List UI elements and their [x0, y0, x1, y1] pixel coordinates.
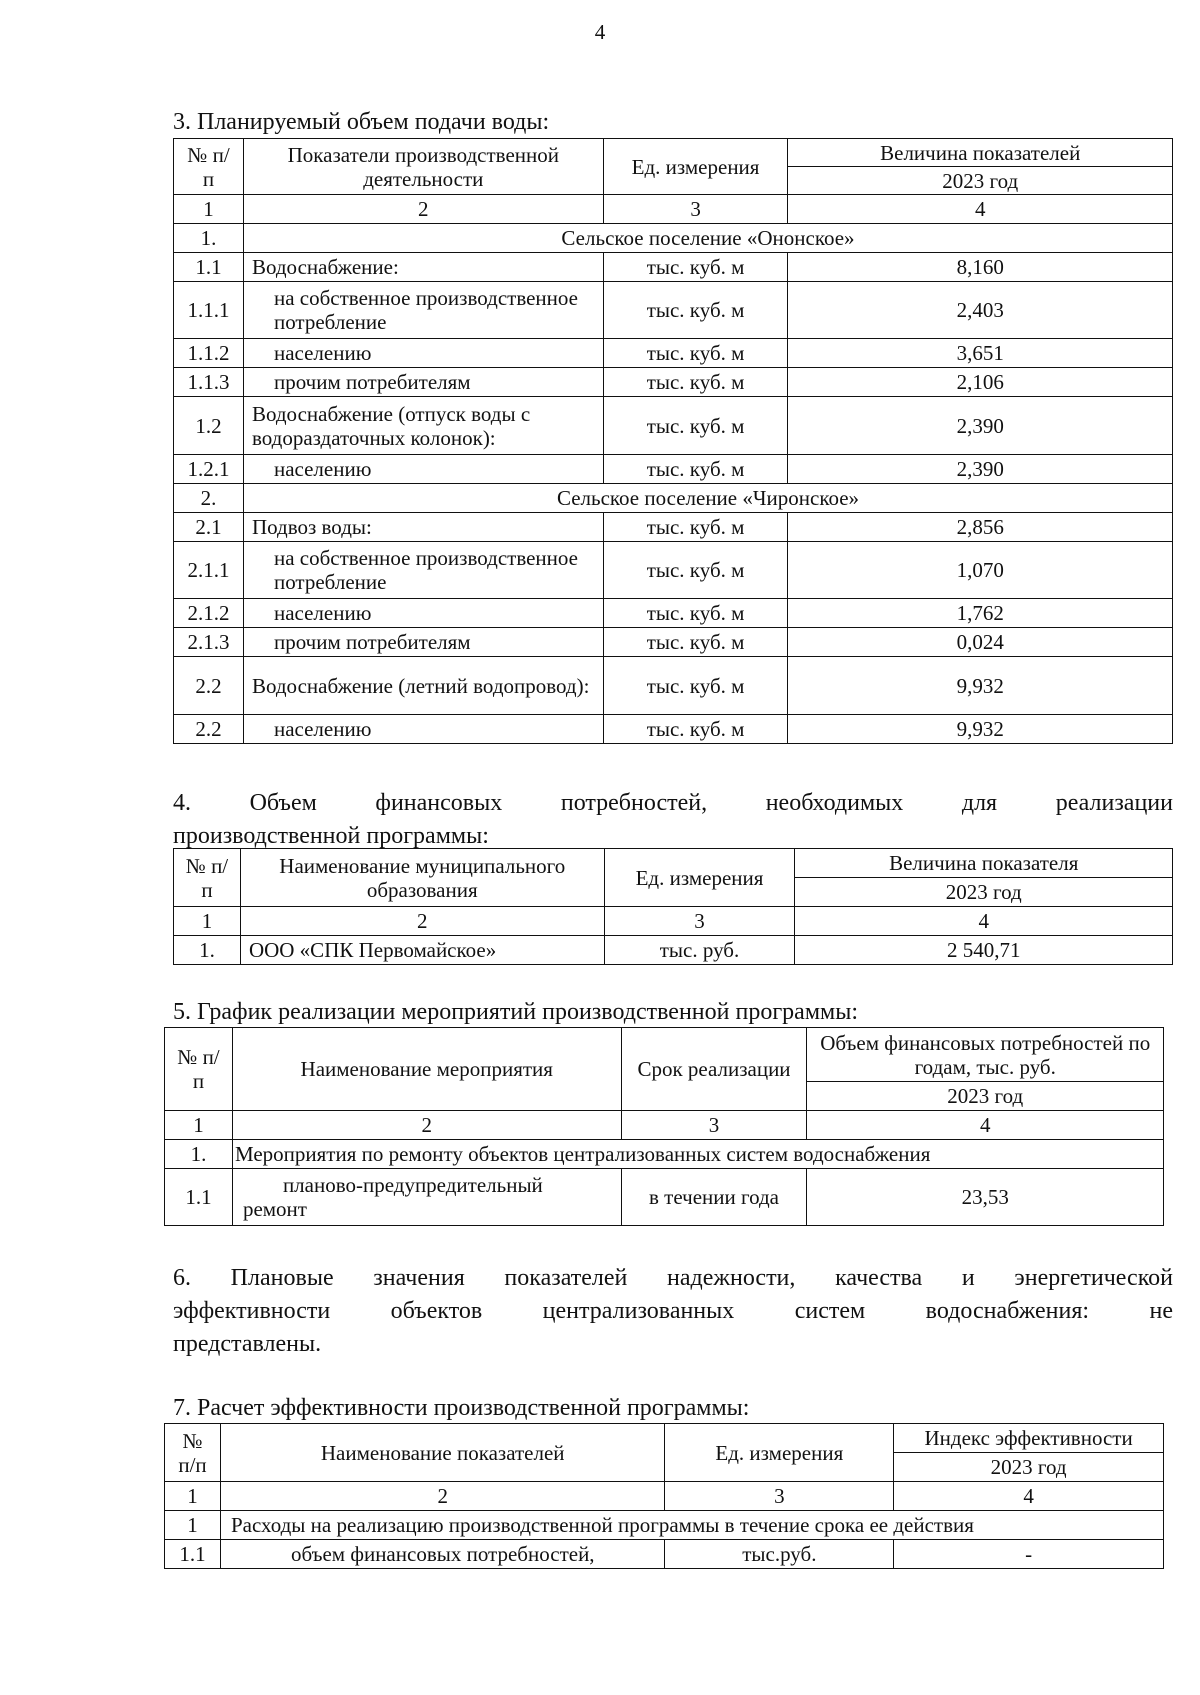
- colnum: 2: [232, 1111, 621, 1140]
- financial-needs-table: [173, 848, 1173, 965]
- row-name: прочим потребителям: [243, 368, 603, 397]
- row-value: 9,932: [788, 657, 1173, 715]
- page-number: 4: [594, 20, 606, 44]
- table-row: [174, 339, 1173, 368]
- row-name: Водоснабжение (летний водопровод):: [243, 657, 603, 715]
- row-unit: тыс. куб. м: [603, 628, 788, 657]
- column-number-row: [165, 1482, 1164, 1511]
- row-unit: тыс. куб. м: [603, 397, 788, 455]
- row-unit: тыс. куб. м: [603, 542, 788, 599]
- row-num: 2.1.2: [174, 599, 244, 628]
- header-name: Наименование мероприятия: [232, 1028, 621, 1111]
- table-row: [174, 253, 1173, 282]
- colnum: 2: [240, 907, 604, 936]
- row-unit: тыс. куб. м: [603, 657, 788, 715]
- group-row: [174, 484, 1173, 513]
- row-num: 2.1.1: [174, 542, 244, 599]
- header-num: № п/п: [165, 1028, 233, 1111]
- row-value: 8,160: [788, 253, 1173, 282]
- row-num: 1.1: [165, 1169, 233, 1226]
- row-unit: тыс. куб. м: [603, 253, 788, 282]
- group-row: [165, 1511, 1164, 1540]
- row-name: населению: [243, 599, 603, 628]
- row-name: Водоснабжение (отпуск воды с водораздаточных колонок):: [243, 397, 603, 455]
- row-term: в течении года: [621, 1169, 807, 1226]
- row-name: Подвоз воды:: [243, 513, 603, 542]
- header-name: Наименование муниципального образования: [240, 849, 604, 907]
- header-num: № п/п: [165, 1424, 221, 1482]
- row-num: 1.1.1: [174, 282, 244, 339]
- section-6-paragraph: [173, 1262, 1173, 1361]
- table-row: [174, 282, 1173, 339]
- header-name: Наименование показателей: [220, 1424, 665, 1482]
- group-num: 2.: [174, 484, 244, 513]
- table-row: [174, 715, 1173, 744]
- row-num: 1.: [174, 936, 241, 965]
- colnum: 2: [243, 195, 603, 224]
- colnum: 1: [165, 1111, 233, 1140]
- colnum: 3: [665, 1482, 894, 1511]
- row-name: объем финансовых потребностей,: [220, 1540, 665, 1569]
- section-4-title: [173, 787, 1173, 853]
- column-number-row: [165, 1111, 1164, 1140]
- row-value: 2,390: [788, 397, 1173, 455]
- table-row: [174, 368, 1173, 397]
- row-value: 2,856: [788, 513, 1173, 542]
- column-number-row: [174, 907, 1173, 936]
- table-row: [174, 936, 1173, 965]
- section-5-title: 5. График реализации мероприятий производственной программы:: [173, 999, 858, 1025]
- row-value: 2,403: [788, 282, 1173, 339]
- row-unit: тыс. куб. м: [603, 455, 788, 484]
- table-row: [174, 599, 1173, 628]
- colnum: 3: [604, 907, 795, 936]
- header-value: Величина показателя: [795, 849, 1173, 878]
- row-name: на собственное производственное потребление: [243, 282, 603, 339]
- group-row: [174, 224, 1173, 253]
- table-row: [165, 1540, 1164, 1569]
- colnum: 2: [220, 1482, 665, 1511]
- header-year: 2023 год: [795, 878, 1173, 907]
- water-supply-table: [173, 138, 1173, 744]
- header-year: 2023 год: [894, 1453, 1164, 1482]
- header-unit: Ед. измерения: [604, 849, 795, 907]
- section-6-line1: 6. Плановые значения показателей надежности, качества и энергетической: [173, 1265, 1173, 1291]
- colnum: 1: [165, 1482, 221, 1511]
- group-name: Расходы на реализацию производственной программы в течение срока ее действия: [220, 1511, 1163, 1540]
- row-value: 1,070: [788, 542, 1173, 599]
- row-num: 1.1.2: [174, 339, 244, 368]
- table-row: [174, 657, 1173, 715]
- row-num: 1.1: [174, 253, 244, 282]
- header-value: Величина показателей: [788, 139, 1173, 167]
- efficiency-table: [164, 1423, 1164, 1569]
- row-name: населению: [243, 339, 603, 368]
- header-value: Объем финансовых потребностей по годам, тыс. руб.: [807, 1028, 1164, 1082]
- section-6-line2: эффективности объектов централизованных систем водоснабжения: не: [173, 1298, 1173, 1324]
- section-7-title: 7. Расчет эффективности производственной программы:: [173, 1395, 750, 1421]
- group-name: Мероприятия по ремонту объектов централизованных систем водоснабжения: [232, 1140, 1163, 1169]
- colnum: 4: [894, 1482, 1164, 1511]
- row-value: 23,53: [807, 1169, 1164, 1226]
- row-num: 2.1: [174, 513, 244, 542]
- row-num: 1.2.1: [174, 455, 244, 484]
- header-unit: Ед. измерения: [603, 139, 788, 195]
- header-num: № п/п: [174, 849, 241, 907]
- header-year: 2023 год: [807, 1082, 1164, 1111]
- row-name: на собственное производственное потребление: [243, 542, 603, 599]
- header-term: Срок реализации: [621, 1028, 807, 1111]
- table-row: [174, 628, 1173, 657]
- header-name: Показатели производственной деятельности: [243, 139, 603, 195]
- header-num: № п/п: [174, 139, 244, 195]
- row-name: ООО «СПК Первомайское»: [240, 936, 604, 965]
- group-name: Сельское поселение «Ононское»: [243, 224, 1172, 253]
- section-4-title-line2: производственной программы:: [173, 823, 489, 849]
- row-num: 2.2: [174, 715, 244, 744]
- table-row: [174, 397, 1173, 455]
- row-unit: тыс. куб. м: [603, 339, 788, 368]
- row-num: 1.1.3: [174, 368, 244, 397]
- table-row: [165, 1169, 1164, 1226]
- group-num: 1.: [165, 1140, 233, 1169]
- row-num: 2.1.3: [174, 628, 244, 657]
- row-name: населению: [243, 455, 603, 484]
- row-unit: тыс. куб. м: [603, 368, 788, 397]
- colnum: 1: [174, 907, 241, 936]
- section-4-title-line1: 4. Объем финансовых потребностей, необходимых для реализации: [173, 790, 1173, 816]
- row-value: 1,762: [788, 599, 1173, 628]
- row-name: прочим потребителям: [243, 628, 603, 657]
- row-name: планово-предупредительный ремонт: [232, 1169, 621, 1226]
- group-num: 1.: [174, 224, 244, 253]
- row-num: 1.1: [165, 1540, 221, 1569]
- group-num: 1: [165, 1511, 221, 1540]
- row-name: населению: [243, 715, 603, 744]
- row-num: 1.2: [174, 397, 244, 455]
- schedule-table: [164, 1027, 1164, 1226]
- row-unit: тыс. руб.: [604, 936, 795, 965]
- row-name: Водоснабжение:: [243, 253, 603, 282]
- row-value: 2,390: [788, 455, 1173, 484]
- colnum: 4: [807, 1111, 1164, 1140]
- colnum: 3: [621, 1111, 807, 1140]
- row-value: 9,932: [788, 715, 1173, 744]
- row-num: 2.2: [174, 657, 244, 715]
- header-unit: Ед. измерения: [665, 1424, 894, 1482]
- colnum: 4: [788, 195, 1173, 224]
- colnum: 4: [795, 907, 1173, 936]
- row-unit: тыс. куб. м: [603, 282, 788, 339]
- header-year: 2023 год: [788, 167, 1173, 195]
- row-value: 0,024: [788, 628, 1173, 657]
- row-unit: тыс. куб. м: [603, 599, 788, 628]
- table-row: [174, 542, 1173, 599]
- section-6-line3: представлены.: [173, 1331, 322, 1357]
- group-name: Сельское поселение «Чиронское»: [243, 484, 1172, 513]
- row-value: 2 540,71: [795, 936, 1173, 965]
- row-unit: тыс. куб. м: [603, 513, 788, 542]
- row-unit: тыс.руб.: [665, 1540, 894, 1569]
- colnum: 1: [174, 195, 244, 224]
- column-number-row: [174, 195, 1173, 224]
- row-value: -: [894, 1540, 1164, 1569]
- table-row: [174, 513, 1173, 542]
- table-row: [174, 455, 1173, 484]
- row-value: 3,651: [788, 339, 1173, 368]
- row-value: 2,106: [788, 368, 1173, 397]
- row-unit: тыс. куб. м: [603, 715, 788, 744]
- colnum: 3: [603, 195, 788, 224]
- header-value: Индекс эффективности: [894, 1424, 1164, 1453]
- group-row: [165, 1140, 1164, 1169]
- section-3-title: 3. Планируемый объем подачи воды:: [173, 109, 550, 135]
